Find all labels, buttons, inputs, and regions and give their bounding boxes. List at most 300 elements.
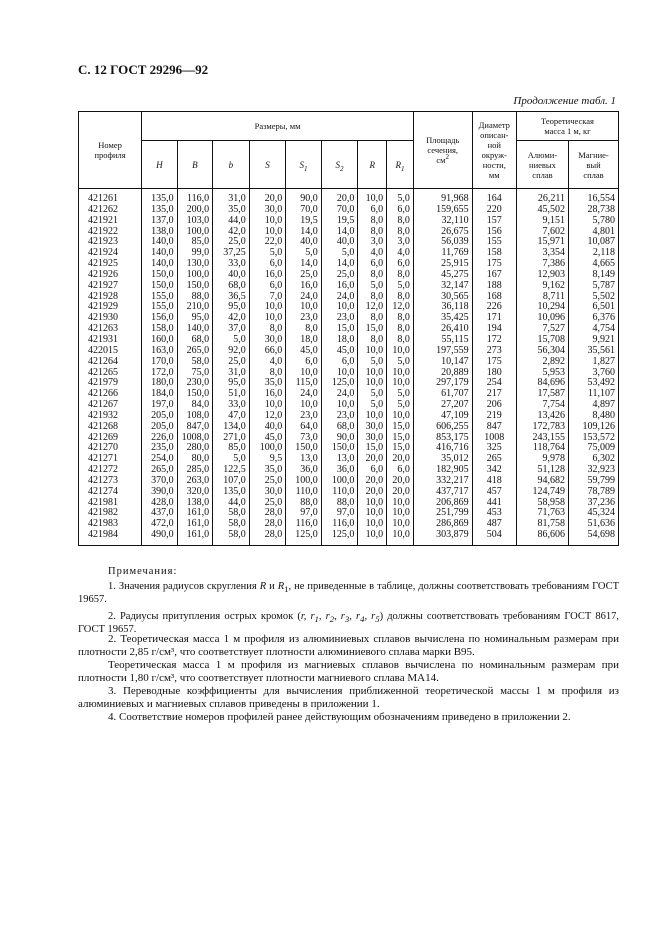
table-cell: 156 — [472, 227, 516, 238]
table-cell: 12,0 — [249, 411, 286, 422]
table-cell: 4,0 — [387, 248, 414, 259]
table-cell: 10,0 — [358, 519, 387, 530]
table-cell: 441 — [472, 498, 516, 509]
table-cell: 92,0 — [213, 346, 250, 357]
table-cell: 40,0 — [249, 422, 286, 433]
profile-number-cell: 421266 — [79, 389, 142, 400]
table-cell: 58,0 — [213, 508, 250, 519]
table-cell: 206,869 — [413, 498, 472, 509]
table-cell: 47,0 — [213, 411, 250, 422]
table-cell: 175 — [472, 357, 516, 368]
table-cell: 16,0 — [286, 281, 321, 292]
table-cell: 24,0 — [286, 389, 321, 400]
table-cell: 107,0 — [213, 476, 250, 487]
table-cell: 457 — [472, 487, 516, 498]
table-cell: 8,0 — [387, 335, 414, 346]
table-cell: 8,149 — [569, 270, 619, 281]
header-dim-S: S — [249, 141, 286, 189]
table-cell: 20,0 — [321, 189, 358, 205]
table-cell: 80,0 — [177, 454, 212, 465]
table-cell: 35,425 — [413, 313, 472, 324]
table-cell: 44,0 — [213, 498, 250, 509]
table-cell: 14,0 — [321, 259, 358, 270]
table-cell: 280,0 — [177, 443, 212, 454]
table-cell: 140,0 — [142, 237, 177, 248]
table-cell: 10,087 — [569, 237, 619, 248]
table-cell: 168 — [472, 292, 516, 303]
table-cell: 5,0 — [387, 189, 414, 205]
profile-number-cell: 421983 — [79, 519, 142, 530]
table-cell: 265,0 — [142, 465, 177, 476]
table-row — [79, 487, 619, 498]
table-cell: 150,0 — [177, 389, 212, 400]
table-cell: 118,764 — [516, 443, 568, 454]
table-cell: 5,0 — [213, 454, 250, 465]
table-cell: 161,0 — [177, 519, 212, 530]
table-cell: 230,0 — [177, 378, 212, 389]
table-cell: 10,0 — [321, 400, 358, 411]
table-cell: 64,0 — [286, 422, 321, 433]
table-cell: 5,0 — [387, 281, 414, 292]
table-cell: 370,0 — [142, 476, 177, 487]
table-cell: 68,0 — [321, 422, 358, 433]
table-cell: 155,0 — [142, 302, 177, 313]
table-cell: 158 — [472, 248, 516, 259]
table-cell: 263,0 — [177, 476, 212, 487]
table-cell: 5,0 — [358, 389, 387, 400]
table-cell: 14,0 — [321, 227, 358, 238]
table-cell: 210,0 — [177, 302, 212, 313]
table-cell: 58,958 — [516, 498, 568, 509]
table-cell: 71,763 — [516, 508, 568, 519]
table-cell: 17,587 — [516, 389, 568, 400]
table-cell: 18,0 — [321, 335, 358, 346]
table-cell: 138,0 — [177, 498, 212, 509]
note-2: 2. Радиусы притупления острых кромок (r, $r_1$, $r_2$, $r_3$, $r_4$, $r_5$) должны соответствовать требованиям ГОСТ 8617, ГОСТ 19657. — [78, 611, 619, 635]
table-cell: 5,0 — [213, 335, 250, 346]
table-cell: 10,0 — [249, 400, 286, 411]
table-cell: 157 — [472, 216, 516, 227]
table-cell: 140,0 — [142, 259, 177, 270]
table-cell: 8,480 — [569, 411, 619, 422]
table-cell: 205,0 — [142, 411, 177, 422]
profile-number-cell: 421982 — [79, 508, 142, 519]
table-cell: 90,0 — [321, 433, 358, 444]
table-cell: 108,0 — [177, 411, 212, 422]
table-cell: 68,0 — [177, 335, 212, 346]
table-cell: 24,0 — [321, 389, 358, 400]
profile-table — [78, 111, 619, 546]
table-cell: 116,0 — [177, 189, 212, 205]
table-cell: 158,0 — [142, 324, 177, 335]
table-cell: 6,302 — [569, 454, 619, 465]
table-cell: 70,0 — [321, 205, 358, 216]
table-cell: 51,0 — [213, 389, 250, 400]
table-cell: 10,0 — [358, 498, 387, 509]
table-cell: 10,0 — [387, 368, 414, 379]
table-cell: 125,0 — [286, 530, 321, 545]
table-cell: 86,606 — [516, 530, 568, 545]
table-cell: 47,109 — [413, 411, 472, 422]
table-cell: 160,0 — [142, 335, 177, 346]
table-cell: 5,0 — [321, 248, 358, 259]
table-cell: 10,294 — [516, 302, 568, 313]
table-cell: 13,426 — [516, 411, 568, 422]
table-cell: 10,0 — [387, 498, 414, 509]
table-cell: 28,0 — [249, 530, 286, 545]
table-cell: 10,0 — [286, 368, 321, 379]
table-cell: 10,0 — [358, 368, 387, 379]
table-cell: 254 — [472, 378, 516, 389]
table-cell: 8,0 — [358, 216, 387, 227]
profile-number-cell: 421270 — [79, 443, 142, 454]
table-cell: 103,0 — [177, 216, 212, 227]
table-cell: 25,0 — [249, 498, 286, 509]
table-cell: 3,0 — [358, 237, 387, 248]
table-cell: 20,0 — [358, 476, 387, 487]
table-cell: 30,0 — [249, 205, 286, 216]
profile-number-cell: 421267 — [79, 400, 142, 411]
table-cell: 6,0 — [249, 281, 286, 292]
table-cell: 23,0 — [321, 411, 358, 422]
table-cell: 12,903 — [516, 270, 568, 281]
table-cell: 342 — [472, 465, 516, 476]
table-cell: 251,799 — [413, 508, 472, 519]
table-cell: 25,0 — [321, 270, 358, 281]
table-cell: 100,0 — [177, 227, 212, 238]
table-body — [79, 189, 619, 546]
table-cell: 6,0 — [358, 259, 387, 270]
table-cell: 24,0 — [321, 292, 358, 303]
header-dimensions: Размеры, мм — [142, 112, 414, 141]
table-cell: 428,0 — [142, 498, 177, 509]
table-cell: 16,0 — [249, 270, 286, 281]
table-cell: 94,682 — [516, 476, 568, 487]
profile-number-cell: 421930 — [79, 313, 142, 324]
table-cell: 115,0 — [286, 378, 321, 389]
table-cell: 51,636 — [569, 519, 619, 530]
table-cell: 11,769 — [413, 248, 472, 259]
table-cell: 332,217 — [413, 476, 472, 487]
table-cell: 16,554 — [569, 189, 619, 205]
table-cell: 6,0 — [249, 259, 286, 270]
table-cell: 56,304 — [516, 346, 568, 357]
table-cell: 56,039 — [413, 237, 472, 248]
table-cell: 36,118 — [413, 302, 472, 313]
table-cell: 167 — [472, 270, 516, 281]
profile-number-cell: 421925 — [79, 259, 142, 270]
table-cell: 235,0 — [142, 443, 177, 454]
table-cell: 53,492 — [569, 378, 619, 389]
table-cell: 8,0 — [286, 324, 321, 335]
table-cell: 35,012 — [413, 454, 472, 465]
table-cell: 31,0 — [213, 368, 250, 379]
table-cell: 171 — [472, 313, 516, 324]
profile-number-cell: 421981 — [79, 498, 142, 509]
table-cell: 84,696 — [516, 378, 568, 389]
table-cell: 226,0 — [142, 433, 177, 444]
table-cell: 10,0 — [249, 313, 286, 324]
table-cell: 15,0 — [387, 433, 414, 444]
table-cell: 33,0 — [213, 400, 250, 411]
profile-number-cell: 422015 — [79, 346, 142, 357]
profile-number-cell: 421926 — [79, 270, 142, 281]
header-area: Площадь сечения, $см^2$ — [413, 112, 472, 189]
table-cell: 5,0 — [249, 248, 286, 259]
table-cell: 180 — [472, 368, 516, 379]
table-cell: 8,0 — [387, 324, 414, 335]
table-cell: 219 — [472, 411, 516, 422]
header-dim-B: B — [177, 141, 212, 189]
table-cell: 58,0 — [213, 530, 250, 545]
table-cell: 9,5 — [249, 454, 286, 465]
table-cell: 161,0 — [177, 530, 212, 545]
table-cell: 15,0 — [387, 422, 414, 433]
table-cell: 265 — [472, 454, 516, 465]
table-cell: 200,0 — [177, 205, 212, 216]
table-cell: 23,0 — [286, 313, 321, 324]
table-cell: 13,0 — [286, 454, 321, 465]
table-cell: 124,749 — [516, 487, 568, 498]
table-cell: 9,151 — [516, 216, 568, 227]
table-cell: 8,0 — [358, 313, 387, 324]
profile-number-cell: 421272 — [79, 465, 142, 476]
table-cell: 205,0 — [142, 422, 177, 433]
table-cell: 33,0 — [213, 259, 250, 270]
table-cell: 20,0 — [387, 476, 414, 487]
table-cell: 25,915 — [413, 259, 472, 270]
profile-number-cell: 421261 — [79, 189, 142, 205]
table-cell: 437,0 — [142, 508, 177, 519]
table-cell: 8,0 — [358, 227, 387, 238]
table-cell: 6,501 — [569, 302, 619, 313]
paragraph-2b: Теоретическая масса 1 м профиля из магниевых сплавов вычислена по номинальным размерам при плотности 1,80 г/см³, что соответствует плотности магниевого сплава МА14. — [78, 659, 619, 684]
table-cell: 15,0 — [321, 324, 358, 335]
table-cell: 12,0 — [387, 302, 414, 313]
table-cell: 8,0 — [387, 313, 414, 324]
table-cell: 137,0 — [142, 216, 177, 227]
paragraph-3: 3. Переводные коэффициенты для вычисления приближенной теоретической массы 1 м профиля из алюминиевых и магниевых сплавов приведены в приложении 1. — [78, 685, 619, 710]
table-cell: 265,0 — [177, 346, 212, 357]
table-cell: 184,0 — [142, 389, 177, 400]
table-cell: 606,255 — [413, 422, 472, 433]
profile-number-cell: 421274 — [79, 487, 142, 498]
table-cell: 161,0 — [177, 508, 212, 519]
table-cell: 4,665 — [569, 259, 619, 270]
table-cell: 28,0 — [249, 519, 286, 530]
table-cell: 3,760 — [569, 368, 619, 379]
table-cell: 155,0 — [142, 292, 177, 303]
table-cell: 10,0 — [286, 400, 321, 411]
table-cell: 15,708 — [516, 335, 568, 346]
table-cell: 847 — [472, 422, 516, 433]
table-cell: 6,376 — [569, 313, 619, 324]
table-cell: 134,0 — [213, 422, 250, 433]
table-cell: 97,0 — [321, 508, 358, 519]
table-cell: 8,0 — [387, 270, 414, 281]
table-cell: 95,0 — [213, 378, 250, 389]
table-row — [79, 357, 619, 368]
table-cell: 10,0 — [286, 302, 321, 313]
table-cell: 30,565 — [413, 292, 472, 303]
table-cell: 25,0 — [286, 270, 321, 281]
table-cell: 30,0 — [358, 433, 387, 444]
table-cell: 100,0 — [249, 443, 286, 454]
table-cell: 125,0 — [321, 530, 358, 545]
table-cell: 153,572 — [569, 433, 619, 444]
table-cell: 10,0 — [249, 227, 286, 238]
table-cell: 10,0 — [358, 189, 387, 205]
table-cell: 490,0 — [142, 530, 177, 545]
table-cell: 9,978 — [516, 454, 568, 465]
header-diameter: Диаметр описан- ной окруж- ности, мм — [472, 112, 516, 189]
notes-section — [78, 565, 619, 640]
table-cell: 10,0 — [387, 508, 414, 519]
table-cell: 27,207 — [413, 400, 472, 411]
table-cell: 175 — [472, 259, 516, 270]
table-cell: 78,789 — [569, 487, 619, 498]
table-cell: 150,0 — [142, 281, 177, 292]
table-cell: 84,0 — [177, 400, 212, 411]
table-cell: 90,0 — [286, 189, 321, 205]
table-cell: 85,0 — [177, 237, 212, 248]
table-cell: 95,0 — [213, 302, 250, 313]
table-cell: 6,0 — [387, 205, 414, 216]
table-cell: 273 — [472, 346, 516, 357]
table-cell: 32,110 — [413, 216, 472, 227]
table-cell: 25,0 — [249, 476, 286, 487]
table-cell: 170,0 — [142, 357, 177, 368]
table-cell: 32,147 — [413, 281, 472, 292]
table-cell: 8,0 — [387, 227, 414, 238]
table-cell: 285,0 — [177, 465, 212, 476]
table-cell: 8,0 — [358, 335, 387, 346]
table-cell: 20,0 — [358, 454, 387, 465]
table-cell: 6,0 — [358, 205, 387, 216]
table-cell: 5,0 — [387, 400, 414, 411]
table-cell: 217 — [472, 389, 516, 400]
table-cell: 182,905 — [413, 465, 472, 476]
table-cell: 10,096 — [516, 313, 568, 324]
table-cell: 20,0 — [387, 487, 414, 498]
header-profile-number: Номер профиля — [79, 112, 142, 189]
table-cell: 15,0 — [358, 324, 387, 335]
table-cell: 4,0 — [249, 357, 286, 368]
table-cell: 7,386 — [516, 259, 568, 270]
table-cell: 91,968 — [413, 189, 472, 205]
table-cell: 15,0 — [387, 443, 414, 454]
table-cell: 10,0 — [387, 378, 414, 389]
table-cell: 100,0 — [177, 270, 212, 281]
profile-number-cell: 421263 — [79, 324, 142, 335]
table-cell: 6,0 — [358, 465, 387, 476]
table-cell: 8,0 — [387, 216, 414, 227]
table-cell: 7,0 — [249, 292, 286, 303]
table-cell: 88,0 — [177, 292, 212, 303]
table-cell: 5,0 — [286, 248, 321, 259]
table-row — [79, 281, 619, 292]
table-cell: 487 — [472, 519, 516, 530]
body-text — [78, 633, 619, 724]
table-cell: 437,717 — [413, 487, 472, 498]
table-cell: 7,527 — [516, 324, 568, 335]
table-cell: 8,0 — [358, 292, 387, 303]
table-cell: 164 — [472, 189, 516, 205]
table-cell: 197,0 — [142, 400, 177, 411]
table-cell: 6,0 — [387, 259, 414, 270]
table-cell: 226 — [472, 302, 516, 313]
table-cell: 68,0 — [213, 281, 250, 292]
table-cell: 9,162 — [516, 281, 568, 292]
table-cell: 5,780 — [569, 216, 619, 227]
table-cell: 24,0 — [286, 292, 321, 303]
table-cell: 14,0 — [286, 227, 321, 238]
table-cell: 135,0 — [142, 205, 177, 216]
table-cell: 59,799 — [569, 476, 619, 487]
table-cell: 847,0 — [177, 422, 212, 433]
table-cell: 8,0 — [387, 292, 414, 303]
table-cell: 19,5 — [286, 216, 321, 227]
table-cell: 54,698 — [569, 530, 619, 545]
table-cell: 16,0 — [321, 281, 358, 292]
table-cell: 10,0 — [321, 302, 358, 313]
table-cell: 297,179 — [413, 378, 472, 389]
standard-number: ГОСТ 29296—92 — [110, 62, 209, 77]
table-cell: 135,0 — [142, 189, 177, 205]
table-cell: 853,175 — [413, 433, 472, 444]
profile-number-cell: 421984 — [79, 530, 142, 545]
table-cell: 70,0 — [286, 205, 321, 216]
table-cell: 85,0 — [213, 443, 250, 454]
table-cell: 418 — [472, 476, 516, 487]
table-cell: 30,0 — [249, 487, 286, 498]
table-cell: 10,0 — [321, 368, 358, 379]
profile-number-cell: 421923 — [79, 237, 142, 248]
table-cell: 5,0 — [358, 281, 387, 292]
table-cell: 19,5 — [321, 216, 358, 227]
table-cell: 6,0 — [286, 357, 321, 368]
table-cell: 25,0 — [213, 357, 250, 368]
table-cell: 36,5 — [213, 292, 250, 303]
table-cell: 109,126 — [569, 422, 619, 433]
table-cell: 4,801 — [569, 227, 619, 238]
table-cell: 35,0 — [249, 465, 286, 476]
page-number: С. 12 — [78, 62, 107, 77]
table-cell: 416,716 — [413, 443, 472, 454]
table-row — [79, 530, 619, 545]
profile-number-cell: 421264 — [79, 357, 142, 368]
paragraph-4: 4. Соответствие номеров профилей ранее действующим обозначениям приведено в приложении 2. — [108, 711, 571, 723]
table-cell: 10,0 — [358, 508, 387, 519]
header-dim-S1: $S_1$ — [286, 141, 321, 189]
header-dim-R1: $R_1$ — [387, 141, 414, 189]
profile-number-cell: 421928 — [79, 292, 142, 303]
table-cell: 320,0 — [177, 487, 212, 498]
table-cell: 10,0 — [358, 378, 387, 389]
table-cell: 138,0 — [142, 227, 177, 238]
note-1: 1. Значения радиусов скругления R и $R_1$, не приведенные в таблице, должны соответствовать требованиям ГОСТ 19657. — [78, 581, 620, 605]
table-cell: 26,410 — [413, 324, 472, 335]
profile-number-cell: 421931 — [79, 335, 142, 346]
table-cell: 5,0 — [358, 357, 387, 368]
profile-number-cell: 421924 — [79, 248, 142, 259]
table-cell: 99,0 — [177, 248, 212, 259]
table-cell: 4,897 — [569, 400, 619, 411]
table-cell: 10,0 — [358, 411, 387, 422]
profile-number-cell: 421929 — [79, 302, 142, 313]
table-cell: 28,738 — [569, 205, 619, 216]
table-cell: 88,0 — [321, 498, 358, 509]
